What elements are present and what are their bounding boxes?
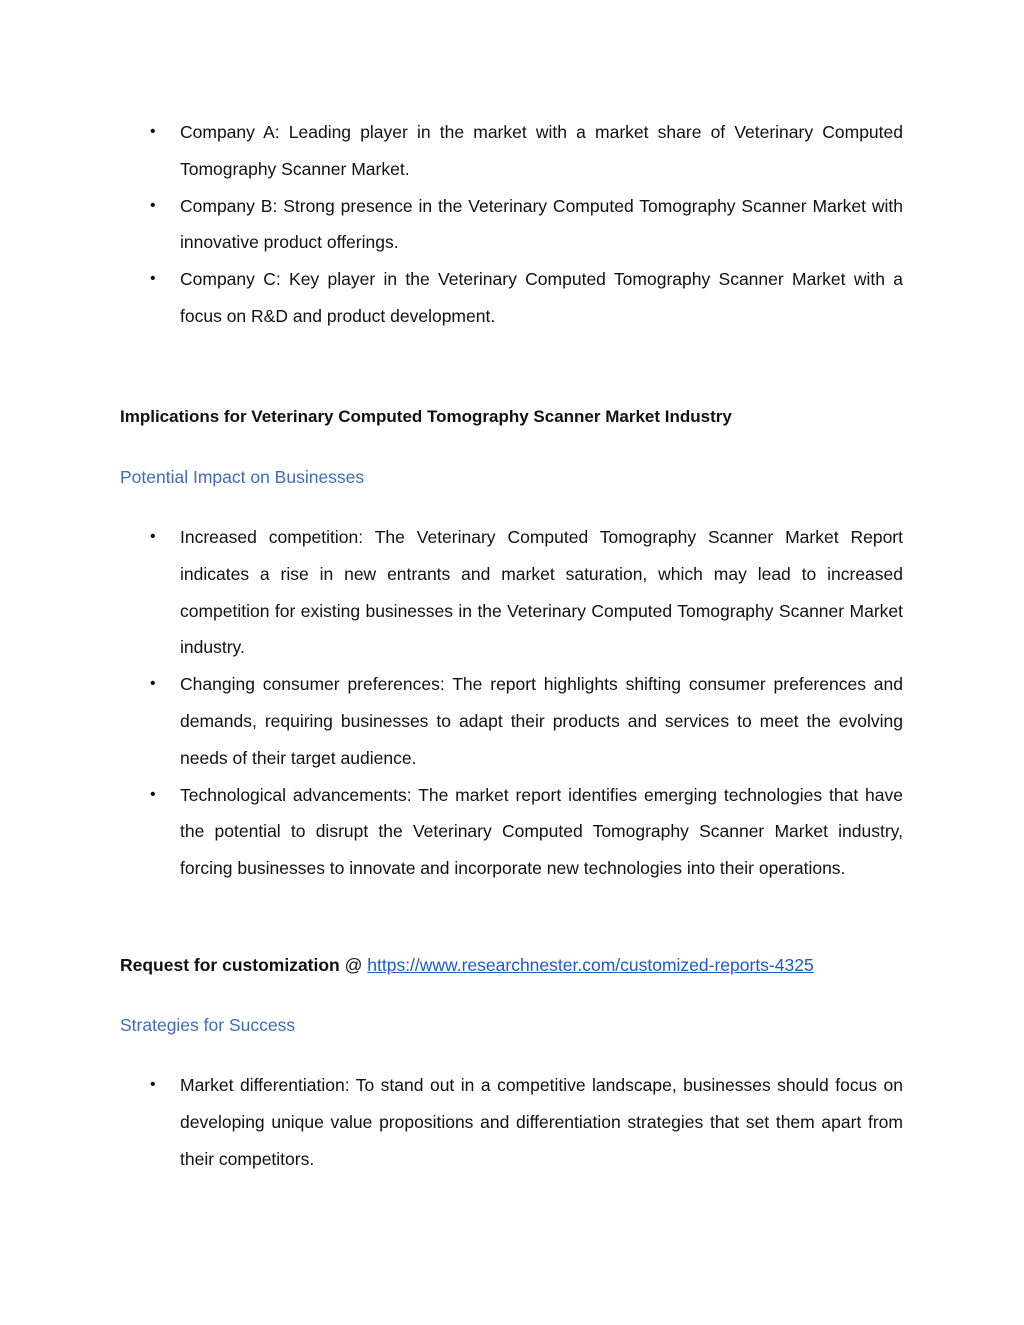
bullet-icon: • (150, 1076, 156, 1093)
list-item (120, 777, 903, 887)
bullet-icon: • (150, 196, 156, 214)
list-item (120, 666, 903, 776)
request-customization-line (120, 953, 814, 977)
bullet-icon: • (150, 270, 156, 288)
bullet-icon: • (150, 675, 156, 693)
list-item (120, 261, 903, 335)
impact-list (120, 519, 903, 887)
list-item-text: Increased competition: The Veterinary Computed Tomography Scanner Market Report indicates a rise in new entrants and market saturation, which may lead to increased competition for existing businesses in the Veterinary Computed Tomography Scanner Market industry. (180, 527, 903, 658)
list-item-text: Market differentiation: To stand out in a competitive landscape, businesses should focus on developing unique value propositions and differentiation strategies that set them apart from their competitors. (180, 1075, 903, 1169)
list-item-text: Technological advancements: The market report identifies emerging technologies that have the potential to disrupt the Veterinary Computed Tomography Scanner Market industry, forcing businesses to innovate and incorporate new technologies into their operations. (180, 784, 903, 879)
list-item-text: Company A: Leading player in the market with a market share of Veterinary Computed Tomography Scanner Market. (180, 122, 903, 179)
strategy-list (120, 1067, 903, 1177)
list-item-text: Changing consumer preferences: The report highlights shifting consumer preferences and demands, requiring businesses to adapt their products and services to meet the evolving needs of their target audience. (180, 674, 903, 768)
subsection-heading-impact: Potential Impact on Businesses (120, 467, 365, 487)
list-item (120, 188, 903, 262)
bullet-icon: • (150, 785, 156, 803)
list-item (120, 519, 903, 666)
list-item-text: Company B: Strong presence in the Veterinary Computed Tomography Scanner Market with innovative product offerings. (180, 195, 903, 253)
request-label: Request for customization (120, 955, 340, 975)
list-item (120, 114, 903, 188)
bullet-icon: • (150, 528, 156, 545)
customization-link[interactable]: https://www.researchnester.com/customized-reports-4325 (367, 955, 814, 975)
list-item (120, 1067, 903, 1177)
list-item-text: Company C: Key player in the Veterinary Computed Tomography Scanner Market with a focus on R&D and product development. (180, 269, 903, 326)
request-separator: @ (339, 955, 368, 975)
company-list (120, 114, 903, 335)
subsection-heading-strategies: Strategies for Success (120, 1015, 296, 1035)
bullet-icon: • (150, 123, 156, 140)
section-heading: Implications for Veterinary Computed Tomography Scanner Market Industry (120, 407, 732, 426)
